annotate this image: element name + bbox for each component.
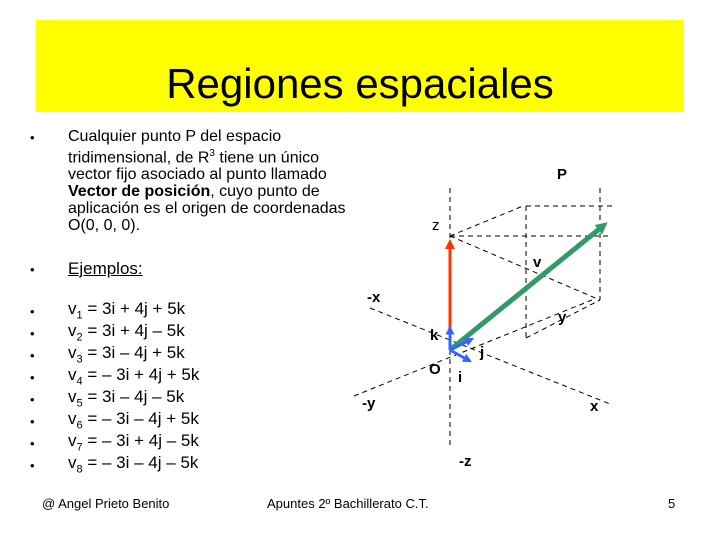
origin-label: O [429, 361, 441, 378]
x-axis-dashed [370, 308, 610, 404]
intro-text-b: tiene un único vector fijo asociado al punto llamado [68, 149, 327, 184]
intro-text-a: Cualquier punto P del espacio tridimensional, de R [68, 128, 282, 167]
bullet-eq-6: • [30, 414, 35, 429]
intro-text-c: , cuyo punto de aplicación es el origen de coordenadas O(0, 0, 0). [68, 183, 346, 235]
example-equation: $v_4$ = – 3i + 4j + 5k [68, 365, 200, 388]
footer-course: Apuntes 2º Bachillerato C.T. [267, 496, 429, 511]
slide-title: Regiones espaciales [166, 60, 554, 107]
y-axis-dashed [354, 300, 592, 396]
bullet-eq-5: • [30, 392, 35, 407]
example-equation: $v_7$ = – 3i + 4j – 5k [68, 431, 199, 454]
intro-superscript: 3 [209, 148, 215, 159]
unit-i-label: i [458, 369, 463, 386]
example-equation: $v_1 = 3i + 4j + 5k$ [68, 299, 186, 322]
bullet-eq-8: • [30, 458, 35, 473]
neg-y-axis-label: -y [362, 395, 376, 412]
bullet-eq-4: • [30, 370, 35, 385]
point-p-label: P [557, 166, 568, 183]
neg-z-axis-label: -z [459, 453, 472, 470]
bullet-eq-2: • [30, 326, 35, 341]
neg-x-axis-label: -x [367, 289, 381, 306]
bullet-eq-1: • [30, 304, 35, 319]
example-equation: $v_3 = 3i - 4j + 5k$ [68, 343, 185, 366]
example-equation: $v_6$ = – 3i – 4j + 5k [68, 409, 199, 432]
example-equation: $v_2 = 3i + 4j - 5k$ [68, 321, 185, 344]
footer-page-number: 5 [668, 496, 676, 511]
dashed-guides [354, 188, 612, 448]
vector-v-label: v [533, 254, 542, 271]
guide-top-left-diagonal [450, 206, 523, 236]
x-axis-label: x [590, 398, 599, 415]
y-axis-label: y [558, 309, 567, 326]
examples-heading: Ejemplos: [68, 259, 143, 278]
bullet-examples: • [30, 262, 35, 277]
example-equation: $v_5 = 3i - 4j - 5k$ [68, 387, 185, 410]
footer-author: @ Angel Prieto Benito [42, 496, 170, 511]
bullet-eq-7: • [30, 436, 35, 451]
z-axis-label: z [432, 217, 440, 234]
unit-j-label: j [480, 344, 485, 361]
intro-bold-term: Vector de posición [68, 183, 211, 201]
unit-k-label: k [430, 327, 439, 344]
example-equation: $v_8$ = – 3i – 4j – 5k [68, 453, 199, 476]
bullet-intro: • [30, 130, 35, 145]
bullet-eq-3: • [30, 348, 35, 363]
